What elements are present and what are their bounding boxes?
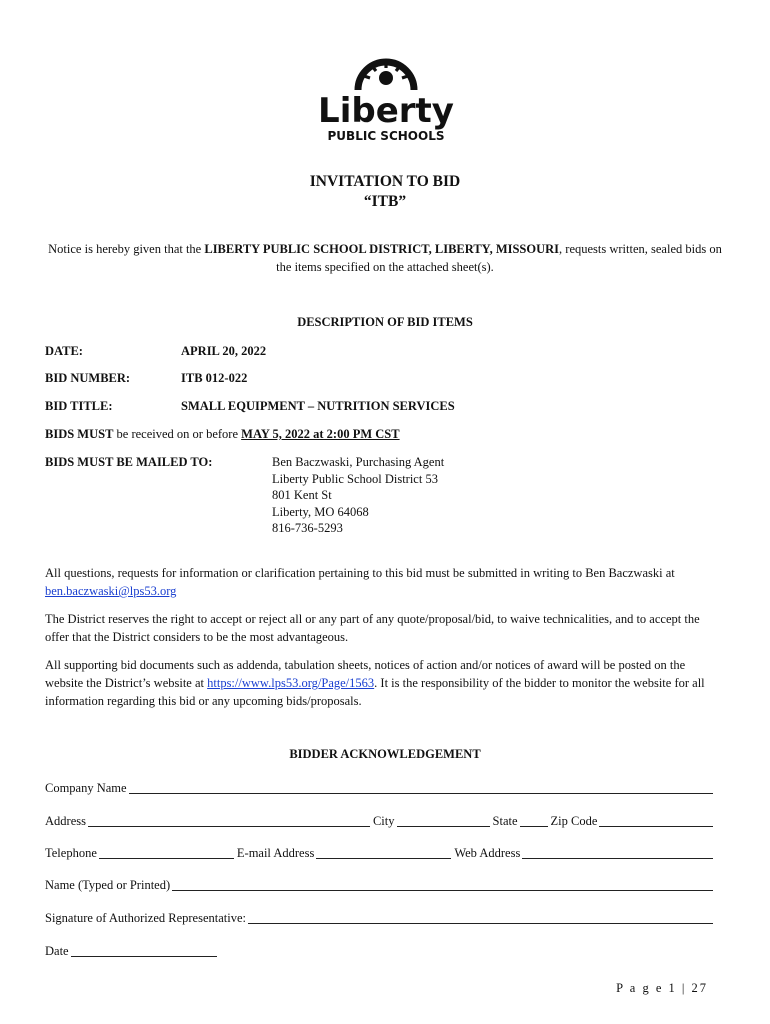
deadline-text: be received on or before [113, 427, 242, 441]
title-line-2: “ITB” [363, 193, 407, 210]
address-line: Liberty, MO 64068 [272, 504, 369, 519]
web-label: Web Address [454, 846, 521, 860]
deadline-date: MAY 5, 2022 at 2:00 PM CST [241, 427, 400, 441]
telephone-blank[interactable] [99, 858, 234, 859]
deadline-line [45, 426, 400, 443]
mailing-address [272, 454, 444, 537]
company-name-field[interactable] [45, 780, 715, 797]
signature-label: Signature of Authorized Representative: [45, 911, 246, 925]
bid-number-value: ITB 012-022 [181, 371, 248, 385]
web-blank[interactable] [522, 858, 713, 859]
company-name-label: Company Name [45, 781, 127, 795]
notice-pre: Notice is hereby given that the [48, 242, 205, 256]
address-blank[interactable] [88, 826, 370, 827]
address-line: Ben Baczwaski, Purchasing Agent [272, 455, 445, 469]
deadline-bold: BIDS MUST [45, 427, 114, 441]
company-name-blank[interactable] [129, 793, 713, 794]
acknowledgement-heading: BIDDER ACKNOWLEDGEMENT [289, 747, 481, 761]
address-line: Liberty Public School District 53 [272, 471, 438, 486]
bid-number-label: BID NUMBER: [45, 371, 131, 385]
bid-title-label: BID TITLE: [45, 399, 113, 413]
signature-blank[interactable] [248, 923, 713, 924]
contact-row [45, 845, 715, 862]
date-field-label: Date [45, 944, 69, 958]
address-line: 816-736-5293 [272, 521, 343, 535]
bid-title-value: SMALL EQUIPMENT – NUTRITION SERVICES [181, 399, 455, 413]
questions-text: All questions, requests for information or clarification pertaining to this bid must be submitted in writing to Ben Baczwaski at [45, 566, 675, 580]
email-blank[interactable] [316, 858, 451, 859]
document-title [0, 172, 770, 212]
zip-blank[interactable] [599, 826, 713, 827]
logo-subtitle: PUBLIC SCHOOLS [327, 129, 445, 143]
date-label: DATE: [45, 344, 83, 358]
state-blank[interactable] [520, 826, 548, 827]
email-label: E-mail Address [236, 846, 315, 860]
description-heading: DESCRIPTION OF BID ITEMS [297, 315, 473, 329]
reserve-rights-paragraph: The District reserves the right to accept or reject all or any part of any quote/proposal/bid, to waive technicalities, and to accept the offer that the District considers to be the most advantageous. [45, 612, 700, 644]
mailed-to-label: BIDS MUST BE MAILED TO: [45, 455, 213, 469]
address-line: 801 Kent St [272, 488, 332, 502]
zip-label: Zip Code [550, 814, 598, 828]
city-blank[interactable] [397, 826, 490, 827]
date-field[interactable] [45, 943, 715, 960]
printed-name-blank[interactable] [172, 890, 713, 891]
city-label: City [372, 814, 395, 828]
address-label: Address [45, 814, 86, 828]
questions-paragraph [45, 564, 725, 600]
date-blank[interactable] [71, 956, 217, 957]
title-line-1: INVITATION TO BID [309, 173, 461, 190]
documents-post: . It is the responsibility of the bidder to monitor the website for all information regarding this bid or any upcoming bids/proposals. [45, 676, 705, 708]
signature-field[interactable] [45, 910, 715, 927]
notice-post: , requests written, sealed bids on the items specified on the attached sheet(s). [276, 242, 722, 274]
notice-district: LIBERTY PUBLIC SCHOOL DISTRICT, LIBERTY, MISSOURI [204, 242, 560, 256]
state-label: State [492, 814, 518, 828]
printed-name-label: Name (Typed or Printed) [45, 878, 171, 892]
address-row [45, 813, 715, 830]
date-value: APRIL 20, 2022 [181, 344, 267, 358]
page-number: P a g e 1 | 27 [616, 981, 708, 995]
liberty-sun-logo-icon [318, 44, 454, 144]
documents-paragraph [45, 656, 725, 710]
contact-email-link[interactable]: ben.baczwaski@lps53.org [45, 584, 177, 598]
logo-wordmark: Liberty [318, 91, 454, 131]
documents-pre: All supporting bid documents such as addenda, tabulation sheets, notices of action and/or notices of award will be posted on the website the District’s website at [45, 658, 686, 690]
district-website-link[interactable]: https://www.lps53.org/Page/1563 [207, 676, 375, 690]
telephone-label: Telephone [45, 846, 97, 860]
printed-name-field[interactable] [45, 877, 715, 894]
notice-paragraph [40, 240, 730, 276]
